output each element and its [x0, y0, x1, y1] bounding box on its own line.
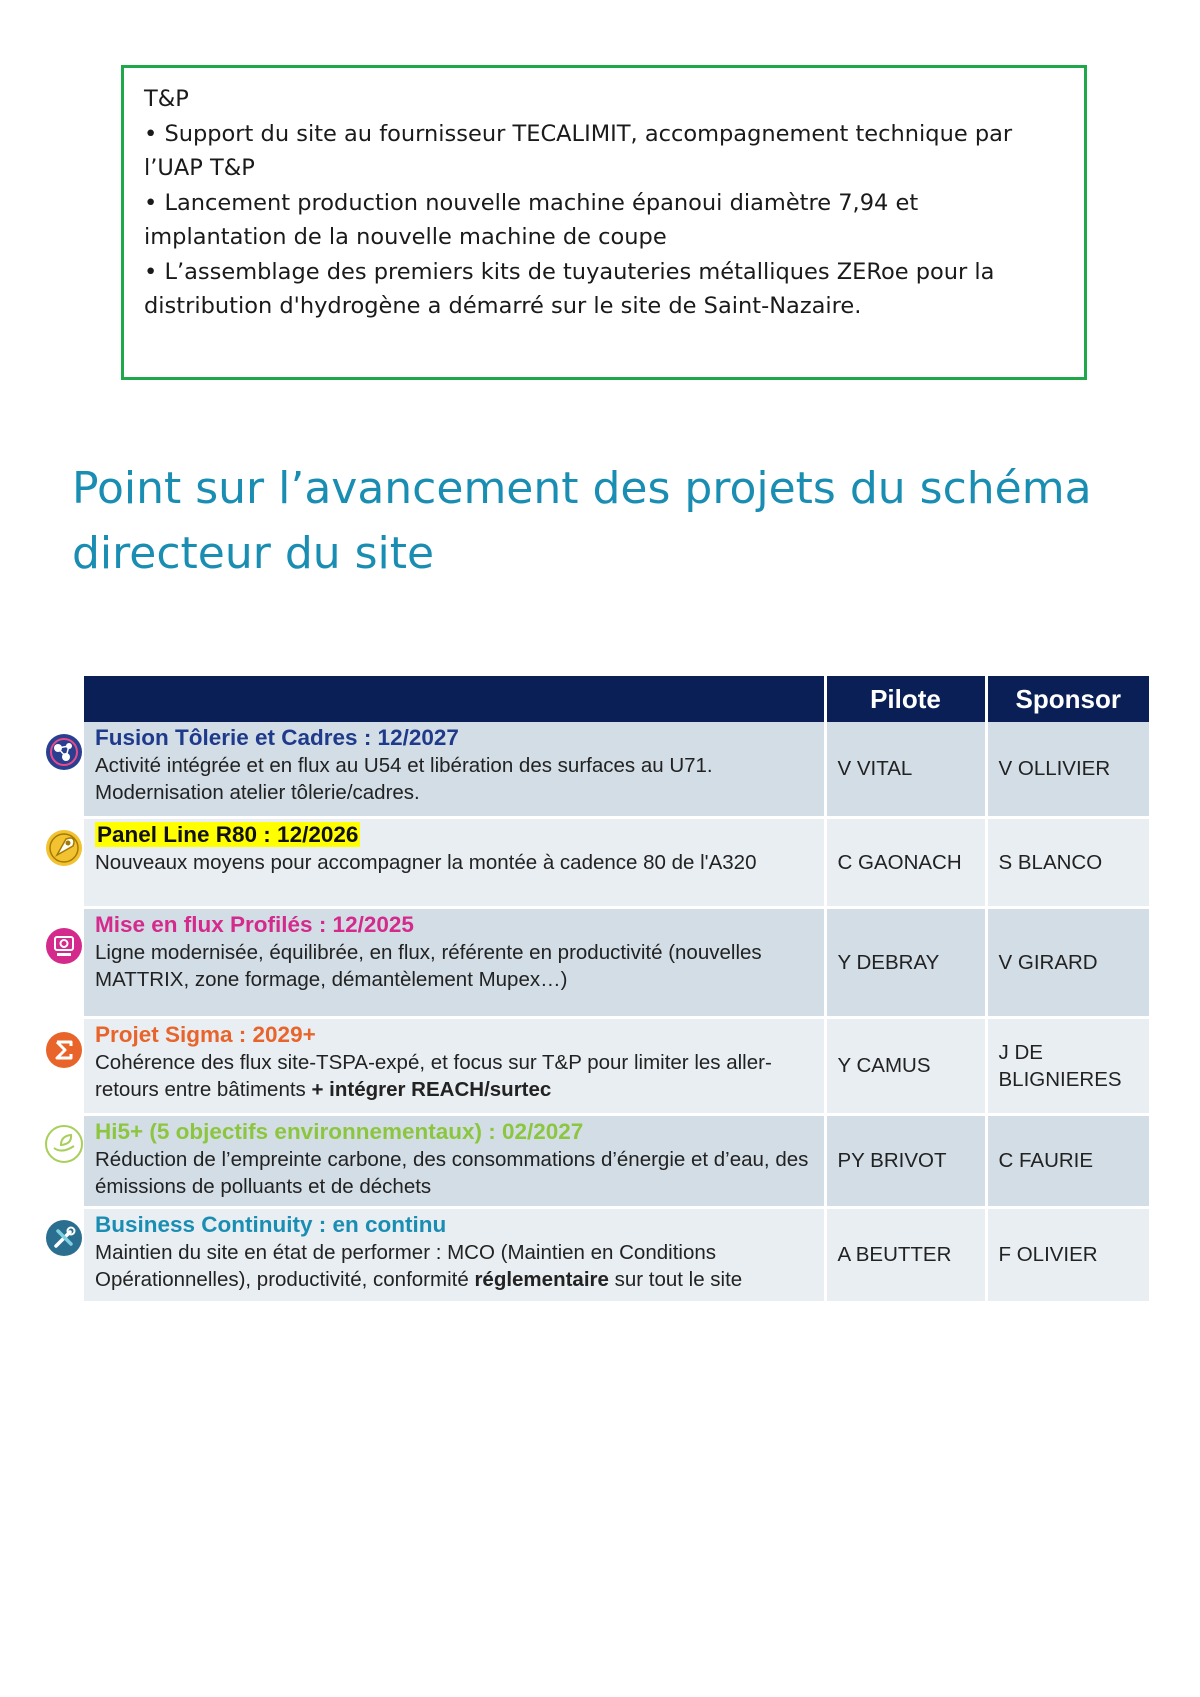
tools-icon — [44, 1218, 84, 1258]
project-cell — [84, 817, 825, 907]
project-description: Nouveaux moyens pour accompagner la montée à cadence 80 de l'A320 — [95, 850, 757, 874]
description-text: Maintien du site en état de performer : MCO (Maintien en Conditions Opérationnelles), productivité, conformité — [95, 1240, 716, 1291]
project-title: Business Continuity : en continu — [95, 1211, 447, 1237]
project-description: Activité intégrée et en flux au U54 et libération des surfaces au U71. Modernisation atelier tôlerie/cadres. — [95, 754, 713, 804]
table-row — [84, 1207, 1149, 1302]
leaf-hand-icon — [44, 1124, 84, 1164]
project-description — [95, 1239, 814, 1293]
table-row — [84, 1114, 1149, 1207]
description-bold: + intégrer REACH/surtec — [311, 1077, 552, 1101]
gears-network-icon — [44, 732, 84, 772]
rocket-icon — [44, 828, 84, 868]
sponsor-cell: J DE BLIGNIERES — [986, 1017, 1149, 1114]
tp-bullet: • Support du site au fournisseur TECALIMIT, accompagnement technique par l’UAP T&P — [144, 117, 1064, 186]
pilote-cell: V VITAL — [825, 722, 986, 817]
table-row — [84, 722, 1149, 817]
pilote-cell: C GAONACH — [825, 817, 986, 907]
pilote-cell: Y DEBRAY — [825, 907, 986, 1017]
project-cell — [84, 722, 825, 817]
table-header-row — [84, 676, 1149, 722]
pilote-cell: PY BRIVOT — [825, 1114, 986, 1207]
header-sponsor: Sponsor — [986, 676, 1149, 722]
project-cell — [84, 1207, 825, 1302]
sponsor-cell: S BLANCO — [986, 817, 1149, 907]
table-row — [84, 817, 1149, 907]
gear-screen-icon — [44, 926, 84, 966]
tp-bullet: • L’assemblage des premiers kits de tuyauteries métalliques ZERoe pour la distribution d'hydrogène a démarré sur le site de Saint-Nazaire. — [144, 255, 1064, 324]
description-bold: réglementaire — [474, 1267, 609, 1291]
projects-table — [84, 676, 1149, 1304]
highlighted-title: Panel Line R80 : 12/2026 — [97, 821, 359, 847]
sigma-icon — [44, 1030, 84, 1070]
section-title: Point sur l’avancement des projets du schéma directeur du site — [72, 463, 1092, 579]
sponsor-cell: F OLIVIER — [986, 1207, 1149, 1302]
project-cell — [84, 907, 825, 1017]
project-title: Fusion Tôlerie et Cadres : 12/2027 — [95, 725, 459, 750]
tp-bullet: • Lancement production nouvelle machine épanoui diamètre 7,94 et implantation de la nouvelle machine de coupe — [144, 186, 1064, 255]
table-row — [84, 907, 1149, 1017]
project-description — [95, 1049, 814, 1103]
tp-summary-box — [121, 65, 1087, 380]
sponsor-cell: V OLLIVIER — [986, 722, 1149, 817]
table-row — [84, 1017, 1149, 1114]
project-title — [95, 821, 814, 849]
project-description: Réduction de l’empreinte carbone, des consommations d’énergie et d’eau, des émissions de polluants et de déchets — [95, 1147, 809, 1198]
description-text: Cohérence des flux site-TSPA-expé, et focus sur T&P pour limiter les aller-retours entre bâtiments — [95, 1050, 772, 1101]
project-cell — [84, 1114, 825, 1207]
sponsor-cell: C FAURIE — [986, 1114, 1149, 1207]
header-project — [84, 676, 825, 722]
project-description: Ligne modernisée, équilibrée, en flux, référente en productivité (nouvelles MATTRIX, zone formage, démantèlement Mupex…) — [95, 940, 762, 991]
sponsor-cell: V GIRARD — [986, 907, 1149, 1017]
project-cell — [84, 1017, 825, 1114]
project-title: Hi5+ (5 objectifs environnementaux) : 02/2027 — [95, 1118, 584, 1144]
tp-bullet-list — [144, 117, 1064, 324]
pilote-cell: Y CAMUS — [825, 1017, 986, 1114]
description-text: sur tout le site — [608, 1267, 743, 1291]
pilote-cell: A BEUTTER — [825, 1207, 986, 1302]
tp-box-title: T&P — [144, 86, 189, 112]
project-title: Projet Sigma : 2029+ — [95, 1021, 316, 1047]
header-pilote: Pilote — [825, 676, 986, 722]
project-title: Mise en flux Profilés : 12/2025 — [95, 911, 414, 937]
